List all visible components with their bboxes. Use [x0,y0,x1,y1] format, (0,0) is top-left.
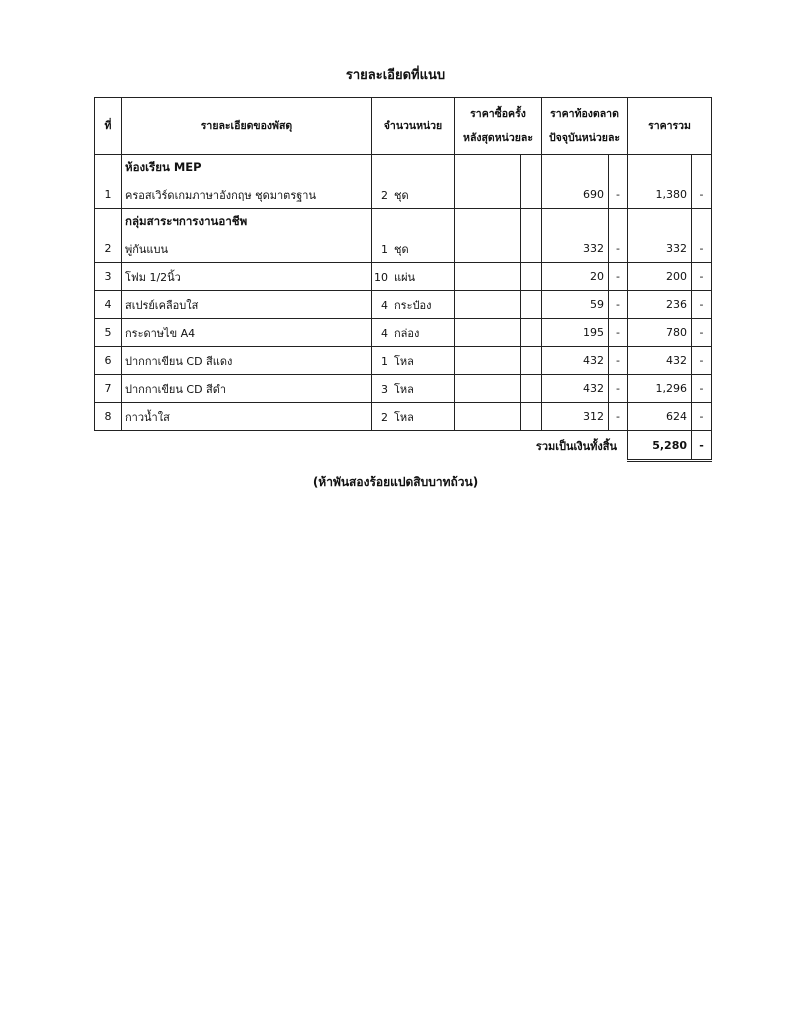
header-market-price [542,98,628,155]
row-market-price: 195 [542,319,609,347]
row-last-price-satang [521,263,542,291]
row-market-price-satang: - [609,347,628,375]
row-market-price: 59 [542,291,609,319]
section-no-cell [95,155,122,182]
row-total: 780 [628,319,692,347]
row-quantity [372,235,455,263]
row-total-satang: - [692,347,712,375]
row-qty-number: 4 [381,298,388,312]
row-qty-unit: ชุด [394,242,409,256]
row-last-price-satang [521,319,542,347]
row-total-satang: - [692,403,712,431]
amount-in-words: (ห้าพันสองร้อยแปดสิบบาทถ้วน) [312,475,479,489]
row-quantity [372,347,455,375]
row-total-satang: - [692,263,712,291]
row-total-satang: - [692,319,712,347]
row-market-price-satang: - [609,291,628,319]
row-market-price: 432 [542,347,609,375]
row-last-price [455,291,521,319]
row-qty-unit: โหล [394,410,414,424]
row-market-price: 312 [542,403,609,431]
row-total: 624 [628,403,692,431]
header-no: ที่ [95,98,122,155]
row-no: 5 [95,319,122,347]
header-quantity: จำนวนหน่วย [372,98,455,155]
table-row [95,291,712,319]
row-last-price-satang [521,181,542,209]
row-last-price-satang [521,347,542,375]
row-description: พู่กันแบน [122,235,372,263]
row-qty-unit: กระป๋อง [394,298,432,312]
row-qty-unit: โหล [394,382,414,396]
row-market-price-satang: - [609,403,628,431]
row-total: 236 [628,291,692,319]
row-market-price-satang: - [609,319,628,347]
grand-total-row [95,431,712,461]
row-total-satang: - [692,181,712,209]
row-no: 6 [95,347,122,375]
row-quantity [372,263,455,291]
section-title-mep: ห้องเรียน MEP [122,155,372,182]
grand-total-satang: - [692,431,712,461]
row-qty-unit: กล่อง [394,326,420,340]
row-description: ปากกาเขียน CD สีดำ [122,375,372,403]
row-last-price [455,403,521,431]
table-row [95,375,712,403]
row-market-price-satang: - [609,263,628,291]
row-last-price-satang [521,291,542,319]
table-row [95,235,712,263]
row-description: กระดาษไข A4 [122,319,372,347]
row-qty-number: 3 [381,382,388,396]
row-no: 1 [95,181,122,209]
grand-total-label: รวมเป็นเงินทั้งสิ้น [535,439,618,453]
row-market-price: 20 [542,263,609,291]
row-total-satang: - [692,375,712,403]
row-market-price: 690 [542,181,609,209]
document-title: รายละเอียดที่แนบ [345,68,446,83]
header-market-price-line1: ราคาท้องตลาด [550,108,619,120]
row-market-price: 432 [542,375,609,403]
table-row [95,181,712,209]
row-qty-number: 2 [381,410,388,424]
row-total: 200 [628,263,692,291]
row-qty-number: 1 [381,242,388,256]
row-qty-unit: โหล [394,354,414,368]
row-no: 7 [95,375,122,403]
row-quantity [372,319,455,347]
row-quantity [372,291,455,319]
grand-total-value: 5,280 [628,431,692,461]
row-no: 4 [95,291,122,319]
row-total: 1,296 [628,375,692,403]
row-market-price-satang: - [609,181,628,209]
row-no: 2 [95,235,122,263]
row-market-price: 332 [542,235,609,263]
items-table [94,97,712,462]
row-total-satang: - [692,291,712,319]
header-row [95,98,712,155]
section-no-cell [95,209,122,236]
row-qty-unit: แผ่น [394,270,416,284]
section-row [95,155,712,182]
row-total: 432 [628,347,692,375]
row-no: 3 [95,263,122,291]
row-description: กาวน้ำใส [122,403,372,431]
header-total: ราคารวม [628,98,712,155]
row-qty-number: 1 [381,354,388,368]
row-quantity [372,403,455,431]
header-description: รายละเอียดของพัสดุ [122,98,372,155]
row-last-price [455,263,521,291]
row-market-price-satang: - [609,235,628,263]
row-description: ปากกาเขียน CD สีแดง [122,347,372,375]
row-qty-number: 4 [381,326,388,340]
row-market-price-satang: - [609,375,628,403]
row-last-price-satang [521,375,542,403]
row-total: 1,380 [628,181,692,209]
table-row [95,403,712,431]
row-total: 332 [628,235,692,263]
row-qty-number: 2 [381,188,388,202]
row-no: 8 [95,403,122,431]
row-last-price [455,375,521,403]
table-row [95,347,712,375]
row-total-satang: - [692,235,712,263]
section-row [95,209,712,236]
table-row [95,319,712,347]
section-title-career: กลุ่มสาระฯการงานอาชีพ [122,209,372,236]
row-last-price-satang [521,403,542,431]
row-last-price [455,181,521,209]
row-last-price [455,347,521,375]
row-last-price [455,319,521,347]
row-last-price-satang [521,235,542,263]
row-description: โฟม 1/2นิ้ว [122,263,372,291]
row-qty-number: 10 [374,270,388,284]
row-qty-unit: ชุด [394,188,409,202]
table-row [95,263,712,291]
row-quantity [372,181,455,209]
row-last-price [455,235,521,263]
row-description: สเปรย์เคลือบใส [122,291,372,319]
header-market-price-line2: ปัจจุบันหน่วยละ [548,132,621,144]
header-last-price-line2: หลังสุดหน่วยละ [463,132,533,144]
header-last-price-line1: ราคาซื้อครั้ง [470,108,526,120]
header-last-price [455,98,542,155]
row-quantity [372,375,455,403]
row-description: ครอสเวิร์ดเกมภาษาอังกฤษ ชุดมาตรฐาน [122,181,372,209]
